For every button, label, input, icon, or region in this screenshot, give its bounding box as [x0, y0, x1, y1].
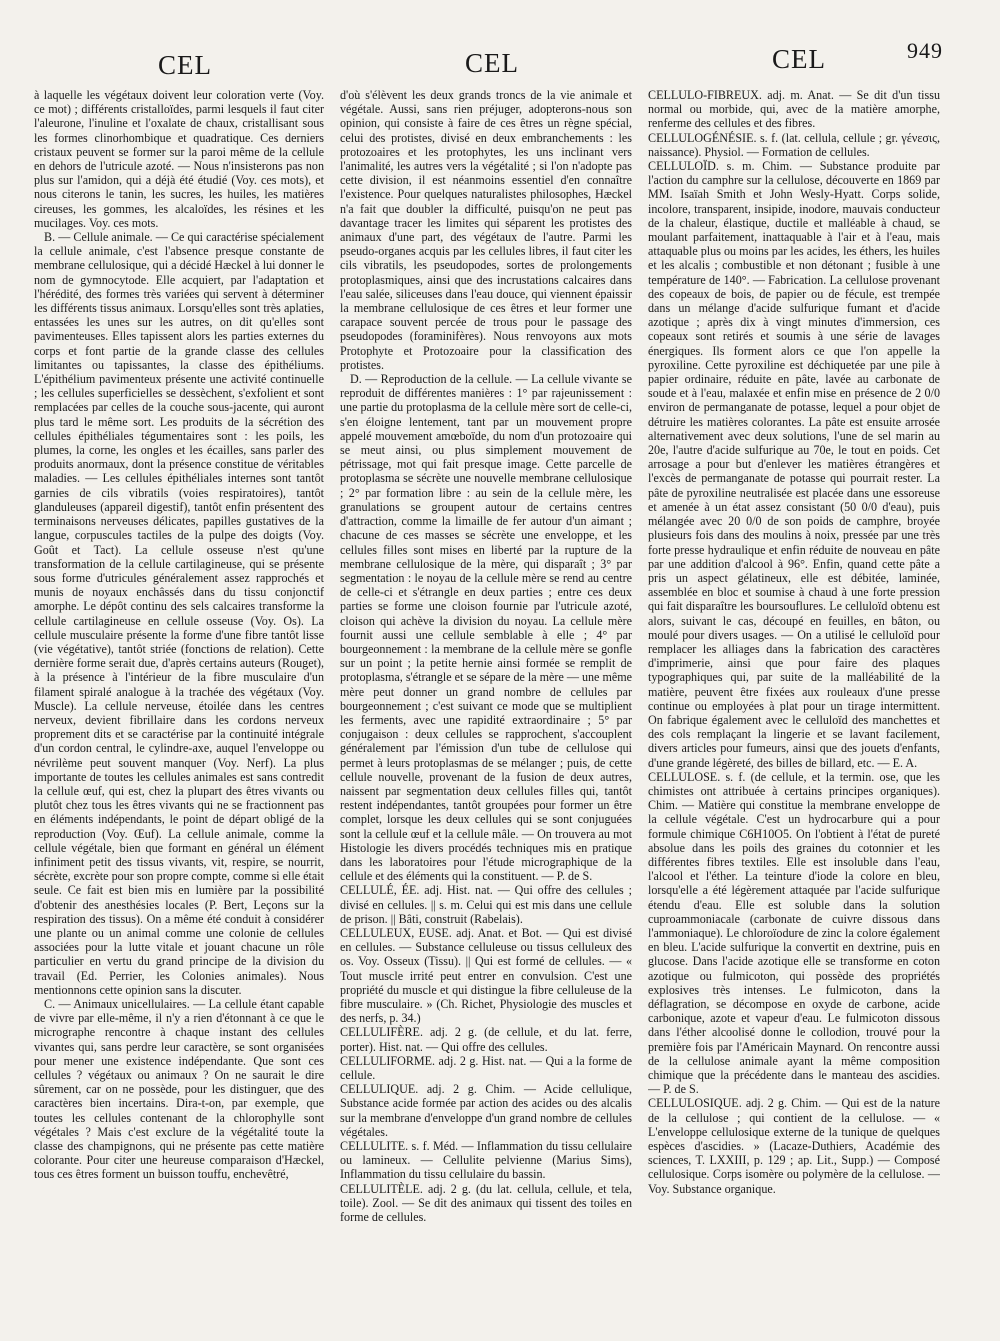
running-header	[0, 38, 1000, 78]
dictionary-entry: CELLULIFÈRE. adj. 2 g. (de cellule, et du lat. ferre, porter). Hist. nat. — Qui offre des cellules.	[340, 1025, 632, 1054]
dictionary-entry: CELLULOSE. s. f. (de cellule, et la termin. ose, que les chimistes ont attribuée à certains principes organiques). Chim. — Matière qui constitue la membrane enveloppe de la cellule végétale. C'est un hydrocarbure qui a pour formule chimique C6H10O5. On l'obtient à l'état de pureté absolue dans les poils des graines du cotonnier et les différentes fibres textiles. Elle est insoluble dans l'eau, l'alcool et l'éther. La teinture d'iode la colore en bleu, lorsqu'elle a été légèrement attaquée par l'acide sulfurique étendu d'eau. Elle est soluble dans la solution cuproammoniacale (carbonate de cuivre dissous dans l'ammoniaque). Le chloroïodure de zinc la colore également en bleu. L'acide sulfurique la convertit en dextrine, puis en glucose. Dans l'acide azotique elle se transforme en coton azotique ou fulmicoton, qui possède des propriétés explosives très intenses. Le fulmicoton, dans la déflagration, se décompose en oxyde de carbone, acide carbonique, azote et vapeur d'eau. Le fulmicoton dissous dans l'éther alcoolisé donne le collodion, trouvé pour la première fois par l'Américain Maynard. On rencontre aussi de la cellulose animale ayant la même composition chimique que la précédente dans le manteau des ascidies. — P. de S.	[648, 769, 940, 1097]
dictionary-entry: CELLULÉ, ÉE. adj. Hist. nat. — Qui offre des cellules ; divisé en cellules. || s. m. Celui qui est mis dans une cellule de prison. || Bâti, construit (Rabelais).	[340, 883, 632, 926]
dictionary-entry: CELLULITE. s. f. Méd. — Inflammation du tissu cellulaire ou lamineux. — Cellulite pelvienne (Marius Sims), Inflammation du tissu cellulaire du bassin.	[340, 1139, 632, 1182]
dictionary-entry: CELLULITÈLE. adj. 2 g. (du lat. cellula, cellule, et tela, toile). Zool. — Se dit des animaux qui tissent des toiles en forme de cellules.	[340, 1181, 632, 1225]
dictionary-entry: CELLULIQUE. adj. 2 g. Chim. — Acide cellulique, Substance acide formée par action des acides ou des alcalis sur la membrane d'enveloppe d'un grand nombre de cellules végétales.	[340, 1082, 632, 1139]
dictionary-entry: CELLULOSIQUE. adj. 2 g. Chim. — Qui est de la nature de la cellulose ; qui contient de la cellulose. — « L'enveloppe cellulosique externe de la tunique de quelques espèces d'ascidies. » (Lacaze-Duthiers, Académie des sciences, T. LXXIII, p. 129 ; ap. Lit., Supp.) — Composé cellulosique. Corps isomère ou polymère de la cellulose. — Voy. Substance organique.	[648, 1096, 940, 1196]
dictionary-entry: CELLULEUX, EUSE. adj. Anat. et Bot. — Qui est divisé en cellules. — Substance celluleuse ou tissus celluleux des os. Voy. Osseux (Tissu). || Qui est formé de cellules. — « Tout muscle irrité peut entrer en convulsion. C'est une propriété du muscle et qui distingue la fibre celluleuse de la fibre musculaire. » (Ch. Richet, Physiologie des muscles et des nerfs, p. 34.)	[340, 925, 632, 1026]
header-guide-word-center: CEL	[465, 48, 519, 78]
text-column-2	[340, 88, 632, 1303]
paragraph: D. — Reproduction de la cellule. — La cellule vivante se reproduit de différentes manières : 1° par rajeunissement : une partie du protoplasma de la cellule mère sort de celle-ci, s'en éloigne lentement, tant par un mouvement propre appelé mouvement amœboïde, du nom d'un protozoaire qui se meut ainsi, ou plus simplement mouvement de pétrissage, mot qui fait presque image. Cette parcelle de protoplasma se sécrète une nouvelle membrane cellulosique ; 2° par formation libre : au sein de la cellule mère, les granulations se groupent autour de certains centres d'attraction, comme la limaille de fer autour d'un aimant ; chacune de ces masses se sécrète une enveloppe, et les cellules filles sont mises en liberté par la rupture de la membrane cellulosique de la mère, qui disparaît ; 3° par segmentation : le noyau de la cellule mère se rend au centre de celle-ci et s'étrangle en deux parties ; entre ces deux parties se forme une cloison fournie par l'utricule azoté, cloison qui achève la division du noyau. La cellule mère fournit aussi une cellule semblable à elle ; 4° par bourgeonnement : la membrane de la cellule mère se gonfle sur un point ; la petite hernie ainsi formée se remplit de protoplasma, s'étrangle et se sépare de la mère — une même mère peut donner un grand nombre de cellules par bourgeonnement ; c'est suivant ce mode que se multiplient les ferments, avec une rapidité extraordinaire ; 5° par conjugaison : deux cellules se rapprochent, s'accouplent généralement par l'émission d'un tube de cellulose qui permet à leurs protoplasmas de se mélanger ; puis, de cette cellule nouvelle, provenant de la fusion de deux autres, naissent par segmentation deux cellules filles qui, tantôt restent indépendantes, tantôt groupées pour former un être complet, lorsque les deux cellules qui se sont conjuguées sont la cellule œuf et la cellule mâle. — On trouvera au mot Histologie les divers procédés techniques mis en pratique dans les laboratoires pour l'étude micrographique de la cellule et des éléments qui la constituent. — P. de S.	[340, 372, 632, 884]
paragraph: à laquelle les végétaux doivent leur coloration verte (Voy. ce mot) ; différents cristalloïdes, parmi lesquels il faut citer l'aleurone, l'inuline et l'oxalate de chaux, cristallisant sous les formes clinorhombique et quadratique. Ces derniers cristaux peuvent se former sur la paroi même de la cellule en dehors de l'utricule azoté. — Nous n'insisterons pas non plus sur l'amidon, qui a déjà été étudié (Voy. ces mots), et nous citerons le tanin, les sucres, les huiles, les matières cireuses, les gommes, les alcaloïdes, les résines et les mucilages. Voy. ces mots.	[34, 88, 324, 230]
text-column-3	[648, 88, 940, 1303]
paragraph: d'où s'élèvent les deux grands troncs de la vie animale et végétale. Aussi, sans rien préjuger, adopterons-nous son opinion, qui consiste à faire de ces êtres un règne spécial, celui des protistes, divisé en deux embranchements : les protozoaires et les protophytes, les uns inclinant vers l'animalité, les autres vers la végétalité ; si l'on n'adopte pas cette division, il est néanmoins essentiel d'en connaître l'existence. Pour quelques naturalistes philosophes, Hæckel n'a fait que doubler la difficulté, puisqu'on ne peut pas davantage tracer les limites qui séparent les protistes des animaux d'une part, des végétaux de l'autre. Parmi les pseudo-organes acquis par les cellules libres, il faut citer les cils vibratils, les pseudopodes, sortes de prolongements protoplasmiques, ainsi que des incrustations calcaires dans l'eau salée, siliceuses dans l'eau douce, qui viennent épaissir la membrane cellulosique de ces êtres et leur former une carapace souvent percée de trous pour le passage des pseudopodes (foraminifères). Nous renvoyons aux mots Protophyte et Protozoaire pour la classification des protistes.	[340, 88, 632, 372]
dictionary-entry: CELLULOGÉNÉSIE. s. f. (lat. cellula, cellule ; gr. γένεσις, naissance). Physiol. — Formation de cellules.	[648, 130, 940, 159]
dictionary-entry: CELLULOÏD. s. m. Chim. — Substance produite par l'action du camphre sur la cellulose, découverte en 1869 par MM. Isaïah Smith et John Wesly-Hyatt. Corps solide, incolore, transparent, insipide, inodore, mauvais conducteur de la chaleur, élastique, ductile et malléable à chaud, se moulant parfaitement, inattaquable à l'air et à l'eau, mais attaquable plus ou moins par les acides, les éthers, les huiles et les alcalis ; combustible et non détonant ; fusible à une température de 140°. — Fabrication. La cellulose provenant des copeaux de bois, de papier ou de fécule, est trempée dans un mélange d'acide sulfurique fumant et d'acide azotique ; après dix à vingt minutes d'immersion, ces copeaux sont retirés et soumis à une série de lavages énergiques. Ils forment alors ce que l'on appelle la pyroxiline. Cette pyroxiline est déchiquetée par une pile à papier ordinaire, réduite en pâte, lavée au carbonate de soude et à l'eau, malaxée et enfin mise en présence de 2 0/0 environ de permanganate de potasse, lequel a pour objet de détruire les matières colorantes. La pâte est ensuite arrosée alternativement avec deux solutions, l'une de sel marin au 20e, l'autre d'acide sulfurique au 70e, le tout en poids. Cet arrosage a pour but d'enlever les matières étrangères et l'excès de permanganate de potasse qui pourrait rester. La pâte de pyroxiline neutralisée est placée dans une essoreuse et amenée à un état assez consistant (50 0/0 d'eau), puis mélangée avec 20 0/0 de son poids de camphre, broyée plusieurs fois dans des moulins à noix, pressée par une très forte presse hydraulique et enfin réduite de nouveau en pâte par une addition d'alcool à 96°. Enfin, quand cette pâte a pris un aspect gélatineux, elle est débitée, laminée, assemblée en bloc et soumise à chaud à une forte pression qui fait disparaître les boursouflures. Le celluloïd obtenu est alors, suivant le cas, découpé en feuilles, en bâton, ou moulé pour divers usages. — On a utilisé le celluloïd pour remplacer les alliages dans la fabrication des caractères d'imprimerie, ainsi que pour faire des plaques typographiques qui, par suite de la malléabilité de la matière, peuvent être fixées aux rouleaux d'une presse continue ou employées à plat pour un tirage intermittent. On fabrique également avec le celluloïd des manchettes et des cols remplaçant la lingerie et se lavant facilement, divers articles pour fumeurs, ainsi que des jouets d'enfants, d'une grande légèreté, des billes de billard, etc. — E. A.	[648, 159, 940, 770]
text-column-1	[34, 88, 324, 1303]
header-guide-word-right: CEL	[772, 44, 826, 74]
page-number: 949	[907, 38, 943, 63]
paragraph: B. — Cellule animale. — Ce qui caractérise spécialement la cellule animale, c'est l'absence presque constante de membrane cellulosique, qui a décidé Hæckel à lui donner le nom de gymnocytode. Elle acquiert, par l'adaptation et l'hérédité, des formes très variées qui servent à déterminer les différents tissus animaux. Lorsqu'elles sont très aplaties, entassées les unes sur les autres, on dit qu'elles sont pavimenteuses. Elles tapissent alors les parties externes du corps et font partie de la grande classe des cellules limitantes ou tapissantes, la classe des épithéliums. L'épithélium pavimenteux présente une activité continuelle ; les cellules superficielles se dessèchent, s'exfolient et sont remplacées par celles de la couche sous-jacente, qui auront plus tard le même sort. Les produits de la sécrétion des cellules épithéliales tégumentaires sont : les poils, les plumes, la corne, les ongles et les écailles, sans parler des produits anormaux, dont la présence constitue de véritables maladies. — Les cellules épithéliales internes sont tantôt garnies de cils vibratils (voies respiratoires), tantôt glanduleuses (appareil digestif), tantôt enfin présentent des terminaisons nerveuses délicates, papilles gustatives de la langue, corpuscules tactiles de la pulpe des doigts (Voy. Goût et Tact). La cellule osseuse n'est qu'une transformation de la cellule cartilagineuse, qui se présente sous forme d'utricules généralement assez rapprochés et munis de noyaux enchâssés dans du tissu conjonctif amorphe. Le dépôt continu des sels calcaires transforme la cellule cartilagineuse en cellule osseuse (Voy. Os). La cellule musculaire présente la forme d'une fibre tantôt lisse (vie végétative), tantôt striée (fonctions de relation). Cette dernière forme serait due, d'après certains auteurs (Rouget), à la présence à l'intérieur de la fibre musculaire d'un filament spiralé analogue à la trachée des végétaux (Voy. Muscle). La cellule nerveuse, étoilée dans les centres nerveux, devient fibrillaire dans les cordons nerveux proprement dits et se caractérise par la continuité intégrale d'un cordon central, le cylindre-axe, auquel l'enveloppe ou névrilème peut souvent manquer (Voy. Nerf). La plus importante de toutes les cellules animales est sans contredit la cellule œuf, qui est, chez la plupart des êtres vivants ou plutôt chez tous les êtres vivants qui ne se fractionnent pas en éléments indépendants, le point de départ obligé de la reproduction (Voy. Œuf). La cellule animale, comme la cellule végétale, bien que formant en général un élément infiniment petit des tissus vivants, vit, respire, se nourrit, sécrète, excrète pour son propre compte, comme si elle était seule. Ce fait est bien mis en lumière par la possibilité d'obtenir des anesthésies locales (P. Bert, Leçons sur la respiration des tissus). On a même été conduit à considérer une plante ou un animal comme une colonie de cellules associées pour la lutte vitale et jouant chacune un rôle particulier en vertu du grand principe de la division du travail (Ed. Perrier, les Colonies animales). Nous mentionnons cette opinion sans la discuter.	[34, 230, 324, 997]
paragraph: C. — Animaux unicellulaires. — La cellule étant capable de vivre par elle-même, il n'y a rien d'étonnant à ce que le micrographe rencontre à chaque instant des cellules vivantes qui, sans perdre leur caractère, se sont organisées pour mener une existence indépendante. Que sont ces cellules ? végétaux ou animaux ? On ne saurait le dire sûrement, car on ne possède, pour les distinguer, que des caractères bien incertains. Dira-t-on, par exemple, que toutes les cellules contenant de la chlorophylle sont végétales ? Mais c'est exclure de la végétalité toute la classe des champignons, qui ne présente pas cette matière colorante. Pour citer une heureuse comparaison d'Hæckel, tous ces êtres forment un buisson touffu, enchevêtré,	[34, 997, 324, 1182]
header-guide-word-left: CEL	[158, 50, 212, 80]
dictionary-entry: CELLULIFORME. adj. 2 g. Hist. nat. — Qui a la forme de cellule.	[340, 1053, 632, 1083]
dictionary-entry: CELLULO-FIBREUX. adj. m. Anat. — Se dit d'un tissu normal ou morbide, qui, avec de la matière amorphe, renferme des cellules et des fibres.	[648, 88, 940, 131]
